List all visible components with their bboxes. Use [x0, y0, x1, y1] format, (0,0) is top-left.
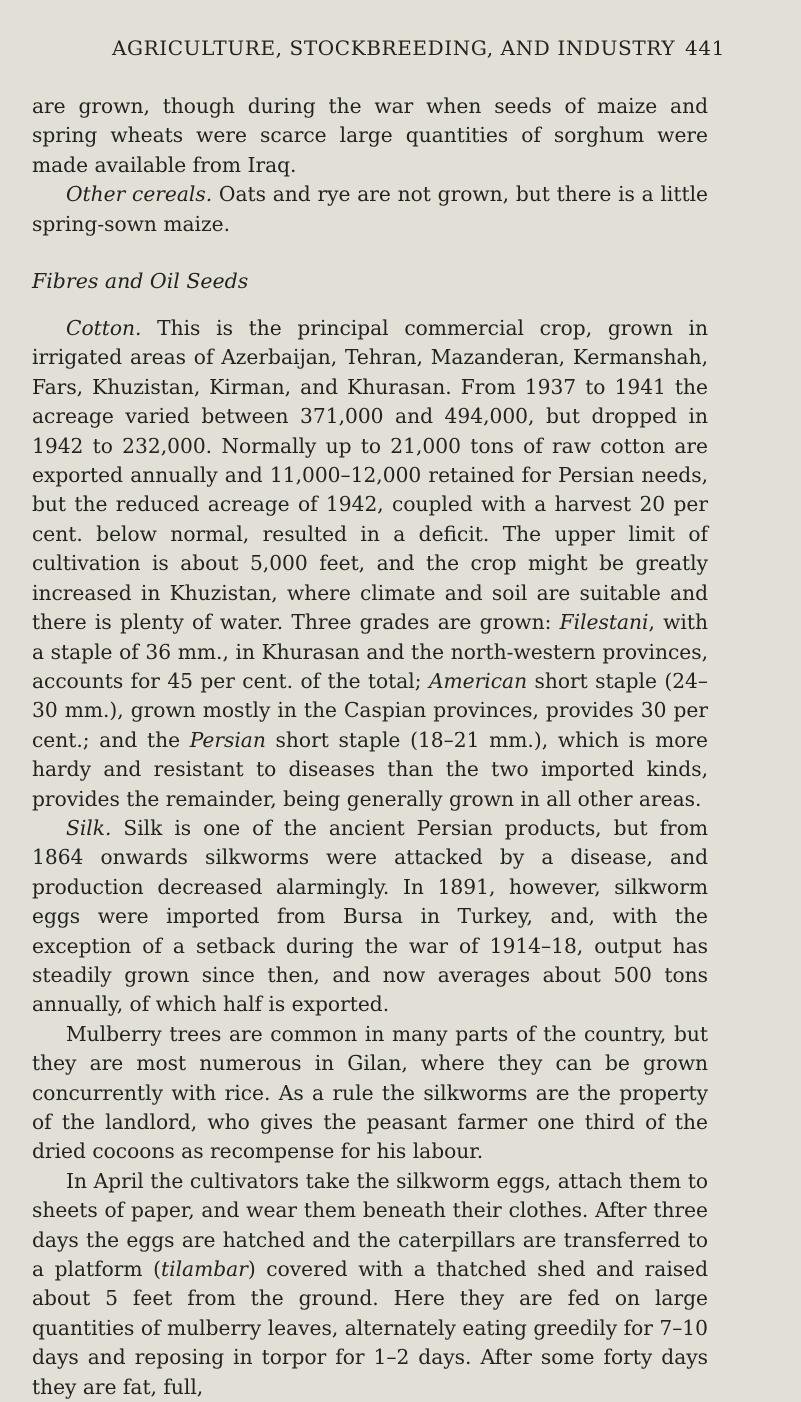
run-in-heading-cotton: Cotton. [66, 316, 142, 341]
term-tilambar: tilambar [161, 1257, 248, 1282]
paragraph-continuation: are grown, though during the war when seeds of maize and spring wheats were scarce large quantities of sorghum were made available from Iraq. [32, 94, 708, 177]
running-header [112, 36, 725, 60]
body-text [32, 92, 708, 1402]
paragraph-silk: Silk. Silk is one of the ancient Persian products, but from 1864 onwards silkworms were attacked by a disease, and production decreased alarmingly. In 1891, however, silkworm eggs were imported from Bursa in Turkey, and, with the exception of a setback during the war of 1914–18, output has steadily grown since then, and now averages about 500 tons annually, of which half is exported. [32, 815, 708, 1017]
paragraph-cotton: Cotton. This is the principal commercial crop, grown in irrigated areas of Azerbaijan, Tehran, Mazanderan, Kermanshah, Fars, Khuzistan, Kirman, and Khurasan. From 1937 to 1941 the acreage varied between 371,000 and 494,000, but dropped in 1942 to 232,000. Normally up to 21,000 tons of raw cotton are exported annually and 11,000–12,000 retained for Persian needs, but the reduced acreage of 1942, coupled with a harvest 20 per cent. below normal, resulted in a deficit. The upper limit of cultivation is about 5,000 feet, and the crop might be greatly increased in Khuzistan, where climate and soil are suitable and there is plenty of water. Three grades are grown: Filestani, with a staple of 36 mm., in Khurasan and the north-western provinces, accounts for 45 per cent. of the total; American short staple (24–30 mm.), grown mostly in the Caspian provinces, provides 30 per cent.; and the Persian short staple (18–21 mm.), which is more hardy and resistant to diseases than the two imported kinds, provides the remainder, being generally grown in all other areas. [32, 316, 708, 811]
term-filestani: Filestani [559, 610, 649, 635]
paragraph-other-cereals: Other cereals. Oats and rye are not grown, but there is a little spring-sown maize. [32, 182, 708, 236]
run-in-heading-silk: Silk. [66, 815, 112, 840]
page-number: 441 [685, 36, 725, 60]
run-in-heading-other-cereals: Other cereals. [66, 182, 213, 207]
running-title: AGRICULTURE, STOCKBREEDING, AND INDUSTRY [112, 36, 676, 60]
paragraph-silkworm-rearing: In April the cultivators take the silkworm eggs, attach them to sheets of paper, and wear them beneath their clothes. After three days the eggs are hatched and the caterpillars are transferred to a platform (tilambar) covered with a thatched shed and raised about 5 feet from the ground. Here they are fed on large quantities of mulberry leaves, alternately eating greedily for 7–10 days and reposing in torpor for 1–2 days. After some forty days they are fat, full, [32, 1168, 709, 1399]
term-american: American [428, 668, 528, 693]
term-persian: Persian [189, 727, 266, 752]
paragraph-mulberry: Mulberry trees are common in many parts of the country, but they are most numerous in Gilan, where they can be grown concurrently with rice. As a rule the silkworms are the property of the landlord, who gives the peasant farmer one third of the dried cocoons as recompense for his labour. [32, 1021, 708, 1164]
section-heading: Fibres and Oil Seeds [32, 269, 249, 294]
